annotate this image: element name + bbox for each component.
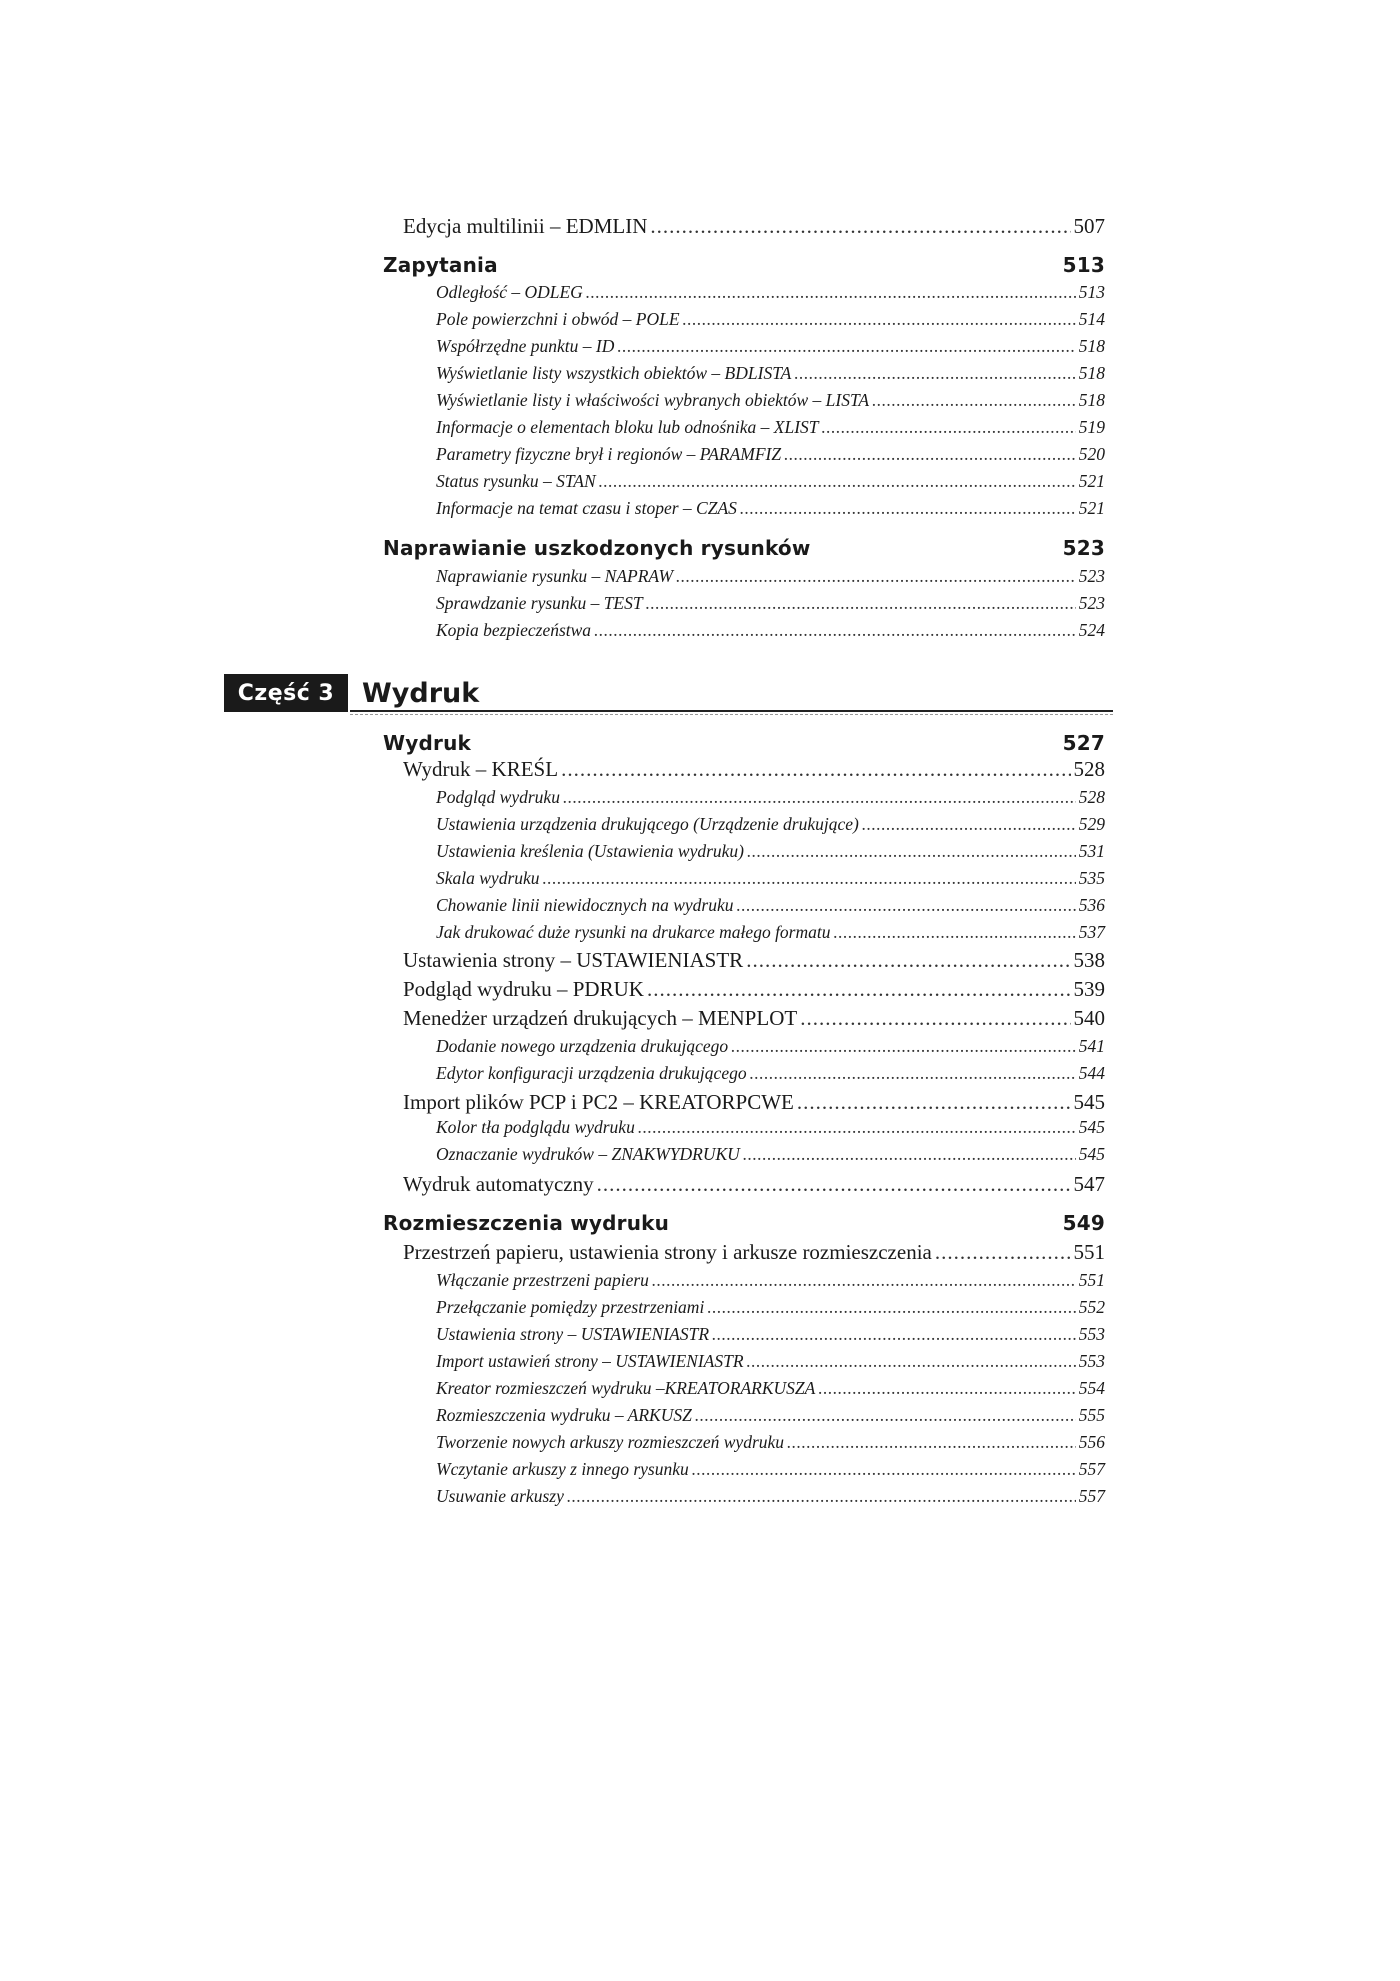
toc-subentry [436, 282, 1105, 303]
toc-entry-page: 541 [1078, 1036, 1105, 1056]
toc-entry-title: Edytor konfiguracji urządzenia drukującego [436, 1063, 747, 1083]
toc-subentry [436, 895, 1105, 916]
toc-entry-page: 523 [1078, 593, 1105, 613]
toc-entry-title: Podgląd wydruku – PDRUK [403, 977, 644, 1001]
toc-entry-page: 553 [1078, 1324, 1105, 1344]
dot-leader [822, 417, 1076, 438]
dot-leader [743, 1144, 1076, 1165]
toc-subentry [436, 363, 1105, 384]
toc-entry-title: Informacje o elementach bloku lub odnośnika – XLIST [436, 417, 819, 437]
toc-entry-title: Usuwanie arkuszy [436, 1486, 564, 1506]
toc-entry-title: Wyświetlanie listy i właściwości wybranych obiektów – LISTA [436, 390, 870, 410]
dot-leader [736, 895, 1075, 916]
toc-subentry [436, 1324, 1105, 1345]
toc-subentry [436, 814, 1105, 835]
dot-leader [862, 814, 1076, 835]
toc-subentry [436, 444, 1105, 465]
toc-entry [403, 977, 1105, 1002]
toc-entry-page: 538 [1073, 948, 1105, 972]
toc-subentry [436, 1270, 1105, 1291]
dot-leader [834, 922, 1076, 943]
toc-subentry [436, 1405, 1105, 1426]
toc-subentry [436, 922, 1105, 943]
toc-entry-title: Dodanie nowego urządzenia drukującego [436, 1036, 729, 1056]
dot-leader [797, 1090, 1071, 1115]
toc-entry [403, 214, 1105, 239]
toc-entry-title: Wydruk – KREŚL [403, 757, 559, 781]
toc-subentry [436, 1036, 1105, 1057]
dot-leader [594, 620, 1076, 641]
toc-entry-title: Ustawienia strony – USTAWIENIASTR [403, 948, 744, 972]
toc-subentry [436, 1117, 1105, 1138]
toc-entry-title: Przełączanie pomiędzy przestrzeniami [436, 1297, 705, 1317]
toc-entry-page: 551 [1078, 1270, 1105, 1290]
toc-entry-page: 507 [1073, 214, 1105, 238]
section-heading-title: Wydruk [383, 731, 472, 755]
toc-entry-page: 556 [1078, 1432, 1105, 1452]
toc-entry-title: Import ustawień strony – USTAWIENIASTR [436, 1351, 744, 1371]
toc-entry-title: Ustawienia strony – USTAWIENIASTR [436, 1324, 710, 1344]
dot-leader [561, 757, 1070, 782]
section-heading-title: Zapytania [383, 253, 498, 277]
toc-entry-page: 554 [1078, 1378, 1105, 1398]
toc-entry-page: 545 [1078, 1144, 1105, 1164]
toc-entry-title: Przestrzeń papieru, ustawienia strony i arkusze rozmieszczenia [403, 1240, 932, 1264]
dot-leader [567, 1486, 1076, 1507]
toc-entry-page: 553 [1078, 1351, 1105, 1371]
toc-entry-page: 513 [1078, 282, 1105, 302]
toc-entry-title: Status rysunku – STAN [436, 471, 596, 491]
toc-entry-title: Skala wydruku [436, 868, 540, 888]
toc-subentry [436, 471, 1105, 492]
toc-entry-title: Chowanie linii niewidocznych na wydruku [436, 895, 734, 915]
toc-entry-title: Włączanie przestrzeni papieru [436, 1270, 649, 1290]
dot-leader [747, 1351, 1076, 1372]
toc-entry-title: Naprawianie rysunku – NAPRAW [436, 566, 674, 586]
section-heading [383, 536, 1105, 560]
dot-leader [747, 841, 1076, 862]
dot-leader [707, 1297, 1075, 1318]
toc-entry-page: 545 [1073, 1090, 1105, 1114]
dot-leader [740, 498, 1076, 519]
toc-entry-title: Wczytanie arkuszy z innego rysunku [436, 1459, 689, 1479]
toc-subentry [436, 868, 1105, 889]
toc-subentry [436, 1297, 1105, 1318]
toc-entry [403, 757, 1105, 782]
dot-leader [563, 787, 1076, 808]
toc-entry-title: Informacje na temat czasu i stoper – CZAS [436, 498, 737, 518]
dot-leader [872, 390, 1076, 411]
toc-entry-page: 557 [1078, 1459, 1105, 1479]
dot-leader [784, 444, 1076, 465]
dot-leader [794, 363, 1075, 384]
toc-entry-page: 531 [1078, 841, 1105, 861]
toc-entry-page: 523 [1078, 566, 1105, 586]
toc-entry-page: 518 [1078, 363, 1105, 383]
toc-entry-page: 551 [1073, 1240, 1105, 1264]
toc-entry-page: 555 [1078, 1405, 1105, 1425]
dot-leader [646, 593, 1076, 614]
toc-entry-page: 536 [1078, 895, 1105, 915]
dot-leader [597, 1172, 1071, 1197]
toc-entry-page: 535 [1078, 868, 1105, 888]
toc-entry-title: Parametry fizyczne brył i regionów – PARAMFIZ [436, 444, 782, 464]
part-title: Wydruk [362, 677, 480, 709]
toc-entry-title: Tworzenie nowych arkuszy rozmieszczeń wydruku [436, 1432, 785, 1452]
dot-leader [652, 1270, 1076, 1291]
toc-entry-page: 528 [1078, 787, 1105, 807]
toc-entry-page: 524 [1078, 620, 1105, 640]
toc-subentry [436, 336, 1105, 357]
toc-subentry [436, 309, 1105, 330]
toc-subentry [436, 498, 1105, 519]
toc-entry-page: 519 [1078, 417, 1105, 437]
dot-leader [599, 471, 1076, 492]
toc-entry-title: Sprawdzanie rysunku – TEST [436, 593, 643, 613]
dot-leader [543, 868, 1076, 889]
part-badge: Część 3 [224, 674, 348, 712]
toc-entry-title: Menedżer urządzeń drukujących – MENPLOT [403, 1006, 798, 1030]
toc-entry-page: 521 [1078, 471, 1105, 491]
toc-subentry [436, 390, 1105, 411]
dot-leader [638, 1117, 1076, 1138]
dot-leader [800, 1006, 1070, 1031]
toc-entry-title: Kreator rozmieszczeń wydruku –KREATORARKUSZA [436, 1378, 816, 1398]
toc-entry-page: 557 [1078, 1486, 1105, 1506]
section-heading-title: Naprawianie uszkodzonych rysunków [383, 536, 811, 560]
toc-entry-page: 537 [1078, 922, 1105, 942]
toc-entry-title: Wydruk automatyczny [403, 1172, 594, 1196]
toc-entry [403, 948, 1105, 973]
toc-subentry [436, 1063, 1105, 1084]
dot-leader [818, 1378, 1075, 1399]
toc-subentry [436, 593, 1105, 614]
toc-subentry [436, 566, 1105, 587]
dot-leader [787, 1432, 1076, 1453]
toc-entry-page: 518 [1078, 336, 1105, 356]
toc-entry-page: 547 [1073, 1172, 1105, 1196]
toc-subentry [436, 787, 1105, 808]
toc-subentry [436, 1486, 1105, 1507]
dot-leader [746, 948, 1070, 973]
toc-entry-title: Współrzędne punktu – ID [436, 336, 615, 356]
toc-entry-title: Kolor tła podglądu wydruku [436, 1117, 635, 1137]
toc-subentry [436, 1432, 1105, 1453]
toc-entry-title: Import plików PCP i PC2 – KREATORPCWE [403, 1090, 794, 1114]
section-heading [383, 731, 1105, 755]
dot-leader [935, 1240, 1071, 1265]
toc-entry [403, 1090, 1105, 1115]
dot-leader [692, 1459, 1076, 1480]
toc-entry-title: Pole powierzchni i obwód – POLE [436, 309, 680, 329]
toc-entry-title: Kopia bezpieczeństwa [436, 620, 592, 640]
toc-entry-title: Jak drukować duże rysunki na drukarce małego formatu [436, 922, 831, 942]
toc-entry-page: 552 [1078, 1297, 1105, 1317]
toc-subentry [436, 1459, 1105, 1480]
toc-entry-page: 540 [1073, 1006, 1105, 1030]
toc-entry-page: 521 [1078, 498, 1105, 518]
dot-leader [731, 1036, 1076, 1057]
toc-subentry [436, 1351, 1105, 1372]
dot-leader [586, 282, 1076, 303]
dot-leader [676, 566, 1076, 587]
toc-entry [403, 1006, 1105, 1031]
toc-entry-title: Rozmieszczenia wydruku – ARKUSZ [436, 1405, 692, 1425]
toc-subentry [436, 841, 1105, 862]
dot-leader [650, 214, 1070, 239]
dot-leader [617, 336, 1075, 357]
part-divider-dashed [350, 714, 1113, 715]
toc-entry-title: Oznaczanie wydruków – ZNAKWYDRUKU [436, 1144, 740, 1164]
toc-entry-page: 545 [1078, 1117, 1105, 1137]
toc-entry-title: Wyświetlanie listy wszystkich obiektów – BDLISTA [436, 363, 792, 383]
section-heading-title: Rozmieszczenia wydruku [383, 1211, 670, 1235]
toc-entry-page: 518 [1078, 390, 1105, 410]
toc-entry-title: Podgląd wydruku [436, 787, 560, 807]
section-heading [383, 253, 1105, 277]
toc-subentry [436, 1144, 1105, 1165]
toc-entry [403, 1172, 1105, 1197]
toc-entry-page: 539 [1073, 977, 1105, 1001]
toc-subentry [436, 620, 1105, 641]
toc-entry [403, 1240, 1105, 1265]
dot-leader [695, 1405, 1076, 1426]
section-heading-page: 527 [1062, 731, 1105, 755]
part-divider [350, 710, 1113, 712]
section-heading-page: 513 [1062, 253, 1105, 277]
section-heading-page: 549 [1062, 1211, 1105, 1235]
toc-subentry [436, 417, 1105, 438]
toc-entry-title: Odległość – ODLEG [436, 282, 583, 302]
dot-leader [683, 309, 1076, 330]
dot-leader [647, 977, 1071, 1002]
toc-subentry [436, 1378, 1105, 1399]
dot-leader [750, 1063, 1076, 1084]
dot-leader [712, 1324, 1076, 1345]
toc-entry-page: 514 [1078, 309, 1105, 329]
toc-entry-title: Ustawienia urządzenia drukującego (Urządzenie drukujące) [436, 814, 859, 834]
toc-entry-title: Ustawienia kreślenia (Ustawienia wydruku) [436, 841, 744, 861]
section-heading [383, 1211, 1105, 1235]
section-heading-page: 523 [1062, 536, 1105, 560]
toc-entry-page: 544 [1078, 1063, 1105, 1083]
toc-entry-page: 529 [1078, 814, 1105, 834]
toc-entry-page: 520 [1078, 444, 1105, 464]
toc-entry-title: Edycja multilinii – EDMLIN [403, 214, 648, 238]
toc-entry-page: 528 [1073, 757, 1105, 781]
